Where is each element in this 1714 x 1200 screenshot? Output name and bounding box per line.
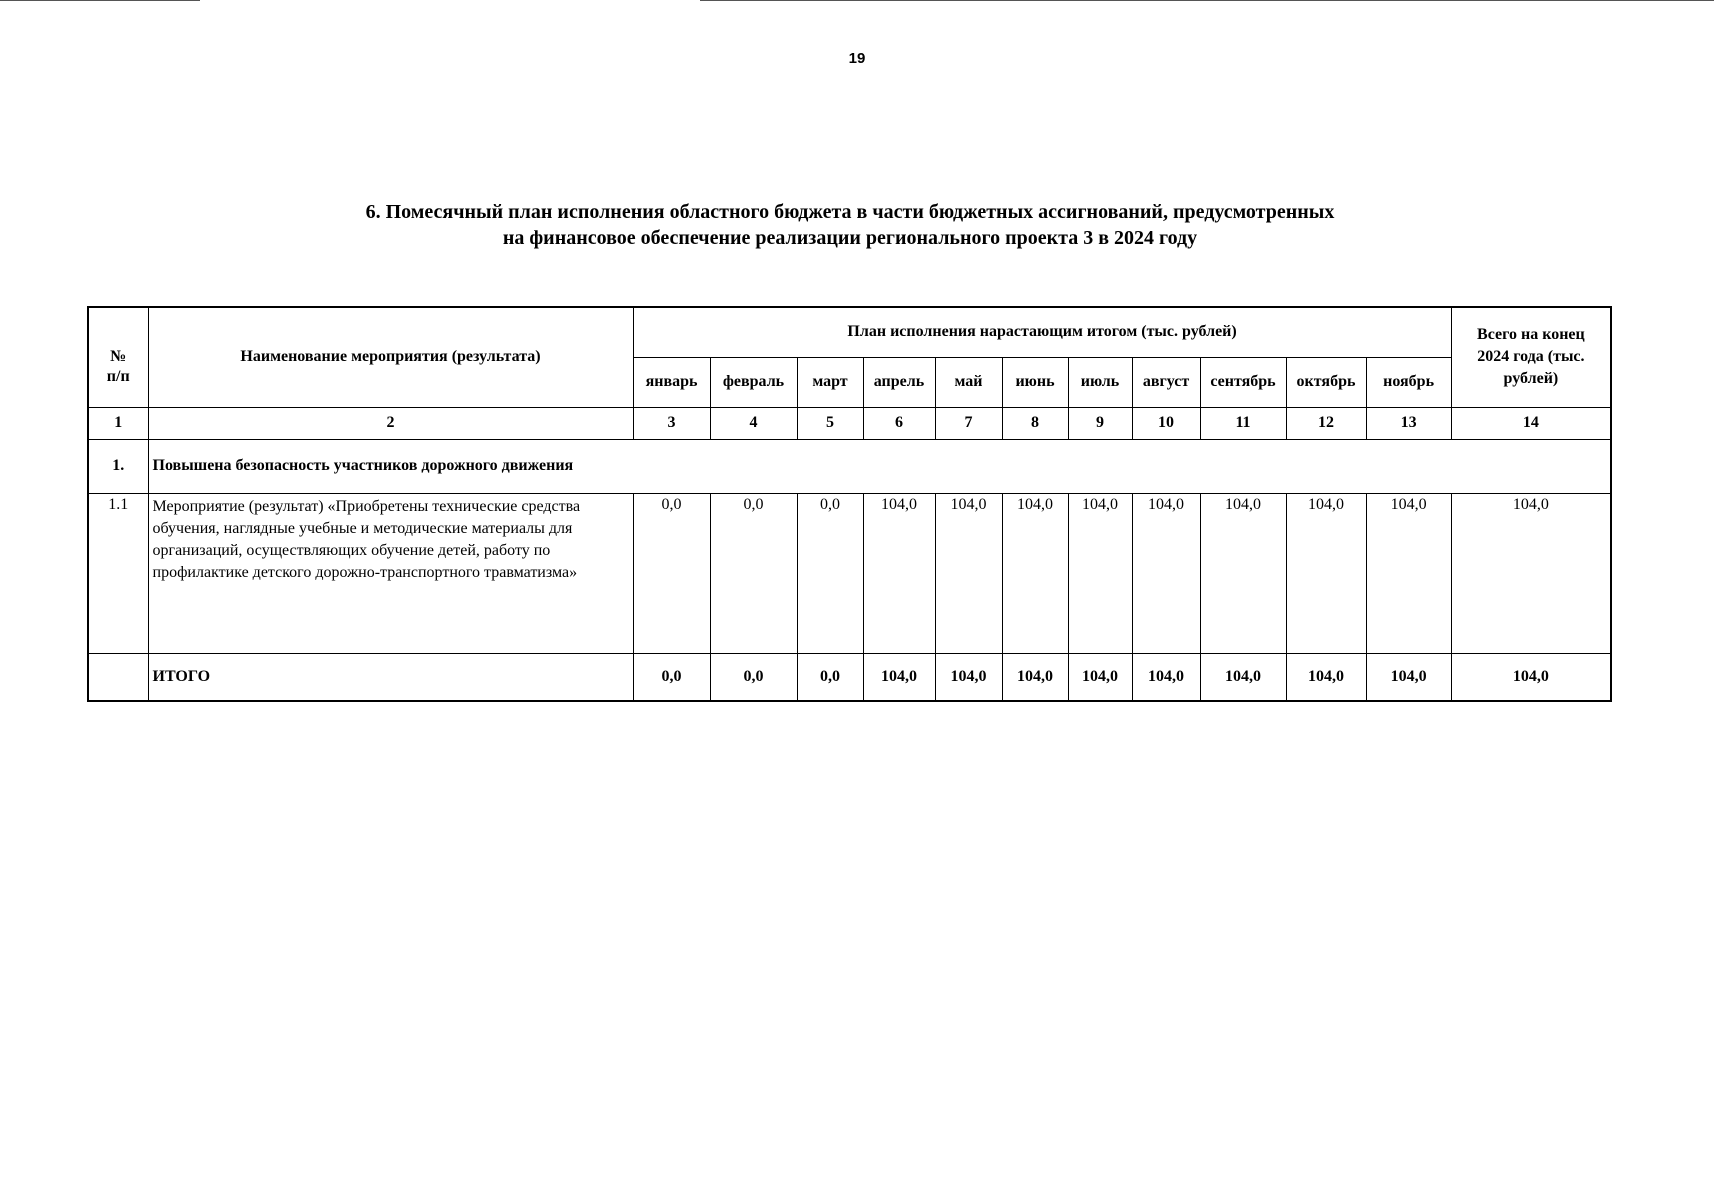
header-row-1: [88, 307, 1611, 357]
column-number: 7: [935, 407, 1002, 439]
total-value: 104,0: [1002, 653, 1068, 701]
total-value: 104,0: [1200, 653, 1286, 701]
column-number: 14: [1451, 407, 1611, 439]
column-number: 3: [633, 407, 710, 439]
column-number: 2: [148, 407, 633, 439]
section-number: 1.: [88, 439, 148, 493]
month-header: февраль: [710, 357, 797, 407]
numbering-row: [88, 407, 1611, 439]
total-grand: 104,0: [1451, 653, 1611, 701]
item-value: 104,0: [1068, 493, 1132, 653]
item-value: 104,0: [1002, 493, 1068, 653]
total-value: 104,0: [863, 653, 935, 701]
month-header: август: [1132, 357, 1200, 407]
item-value: 104,0: [1200, 493, 1286, 653]
month-header: март: [797, 357, 863, 407]
scan-artifact-top-right: [700, 0, 1714, 1]
budget-plan-table: [87, 306, 1612, 702]
section-name: Повышена безопасность участников дорожного движения: [148, 439, 1611, 493]
scan-artifact-top-left: [0, 0, 200, 1]
item-value: 104,0: [935, 493, 1002, 653]
column-number: 9: [1068, 407, 1132, 439]
total-value: 104,0: [1068, 653, 1132, 701]
column-number: 5: [797, 407, 863, 439]
total-label: ИТОГО: [148, 653, 633, 701]
column-number: 13: [1366, 407, 1451, 439]
month-header: май: [935, 357, 1002, 407]
month-header: апрель: [863, 357, 935, 407]
column-number: 1: [88, 407, 148, 439]
column-number: 8: [1002, 407, 1068, 439]
column-number: 10: [1132, 407, 1200, 439]
header-name: Наименование мероприятия (результата): [148, 307, 633, 407]
total-value: 0,0: [797, 653, 863, 701]
month-header: июль: [1068, 357, 1132, 407]
column-number: 11: [1200, 407, 1286, 439]
item-number: 1.1: [88, 493, 148, 653]
title-line-1: 6. Помесячный план исполнения областного бюджета в части бюджетных ассигнований, предусмотренных: [365, 201, 1335, 223]
total-value: 104,0: [1286, 653, 1366, 701]
header-no: № п/п: [88, 307, 148, 407]
item-value: 104,0: [1366, 493, 1451, 653]
item-value: 0,0: [710, 493, 797, 653]
item-value: 0,0: [633, 493, 710, 653]
header-total: Всего на конец 2024 года (тыс. рублей): [1451, 307, 1611, 407]
month-header: июнь: [1002, 357, 1068, 407]
total-value: 0,0: [633, 653, 710, 701]
total-number-cell: [88, 653, 148, 701]
item-row: [88, 493, 1611, 653]
title-line-2: на финансовое обеспечение реализации регионального проекта 3 в 2024 году: [502, 227, 1198, 249]
total-value: 0,0: [710, 653, 797, 701]
column-number: 4: [710, 407, 797, 439]
item-total: 104,0: [1451, 493, 1611, 653]
month-header: сентябрь: [1200, 357, 1286, 407]
column-number: 6: [863, 407, 935, 439]
section-row: [88, 439, 1611, 493]
total-row: [88, 653, 1611, 701]
total-value: 104,0: [1366, 653, 1451, 701]
total-value: 104,0: [935, 653, 1002, 701]
item-description: Мероприятие (результат) «Приобретены технические средства обучения, наглядные учебные и методические материалы для организаций, осуществляющих обучение детей, работу по профилактике детского дорожно-транспортного травматизма»: [148, 493, 633, 653]
document-title: [240, 199, 1460, 251]
header-plan: План исполнения нарастающим итогом (тыс. рублей): [633, 307, 1451, 357]
month-header: ноябрь: [1366, 357, 1451, 407]
month-header: январь: [633, 357, 710, 407]
page-number: 19: [848, 50, 866, 67]
month-header: октябрь: [1286, 357, 1366, 407]
column-number: 12: [1286, 407, 1366, 439]
item-value: 104,0: [1132, 493, 1200, 653]
item-value: 104,0: [863, 493, 935, 653]
total-value: 104,0: [1132, 653, 1200, 701]
item-value: 104,0: [1286, 493, 1366, 653]
item-value: 0,0: [797, 493, 863, 653]
